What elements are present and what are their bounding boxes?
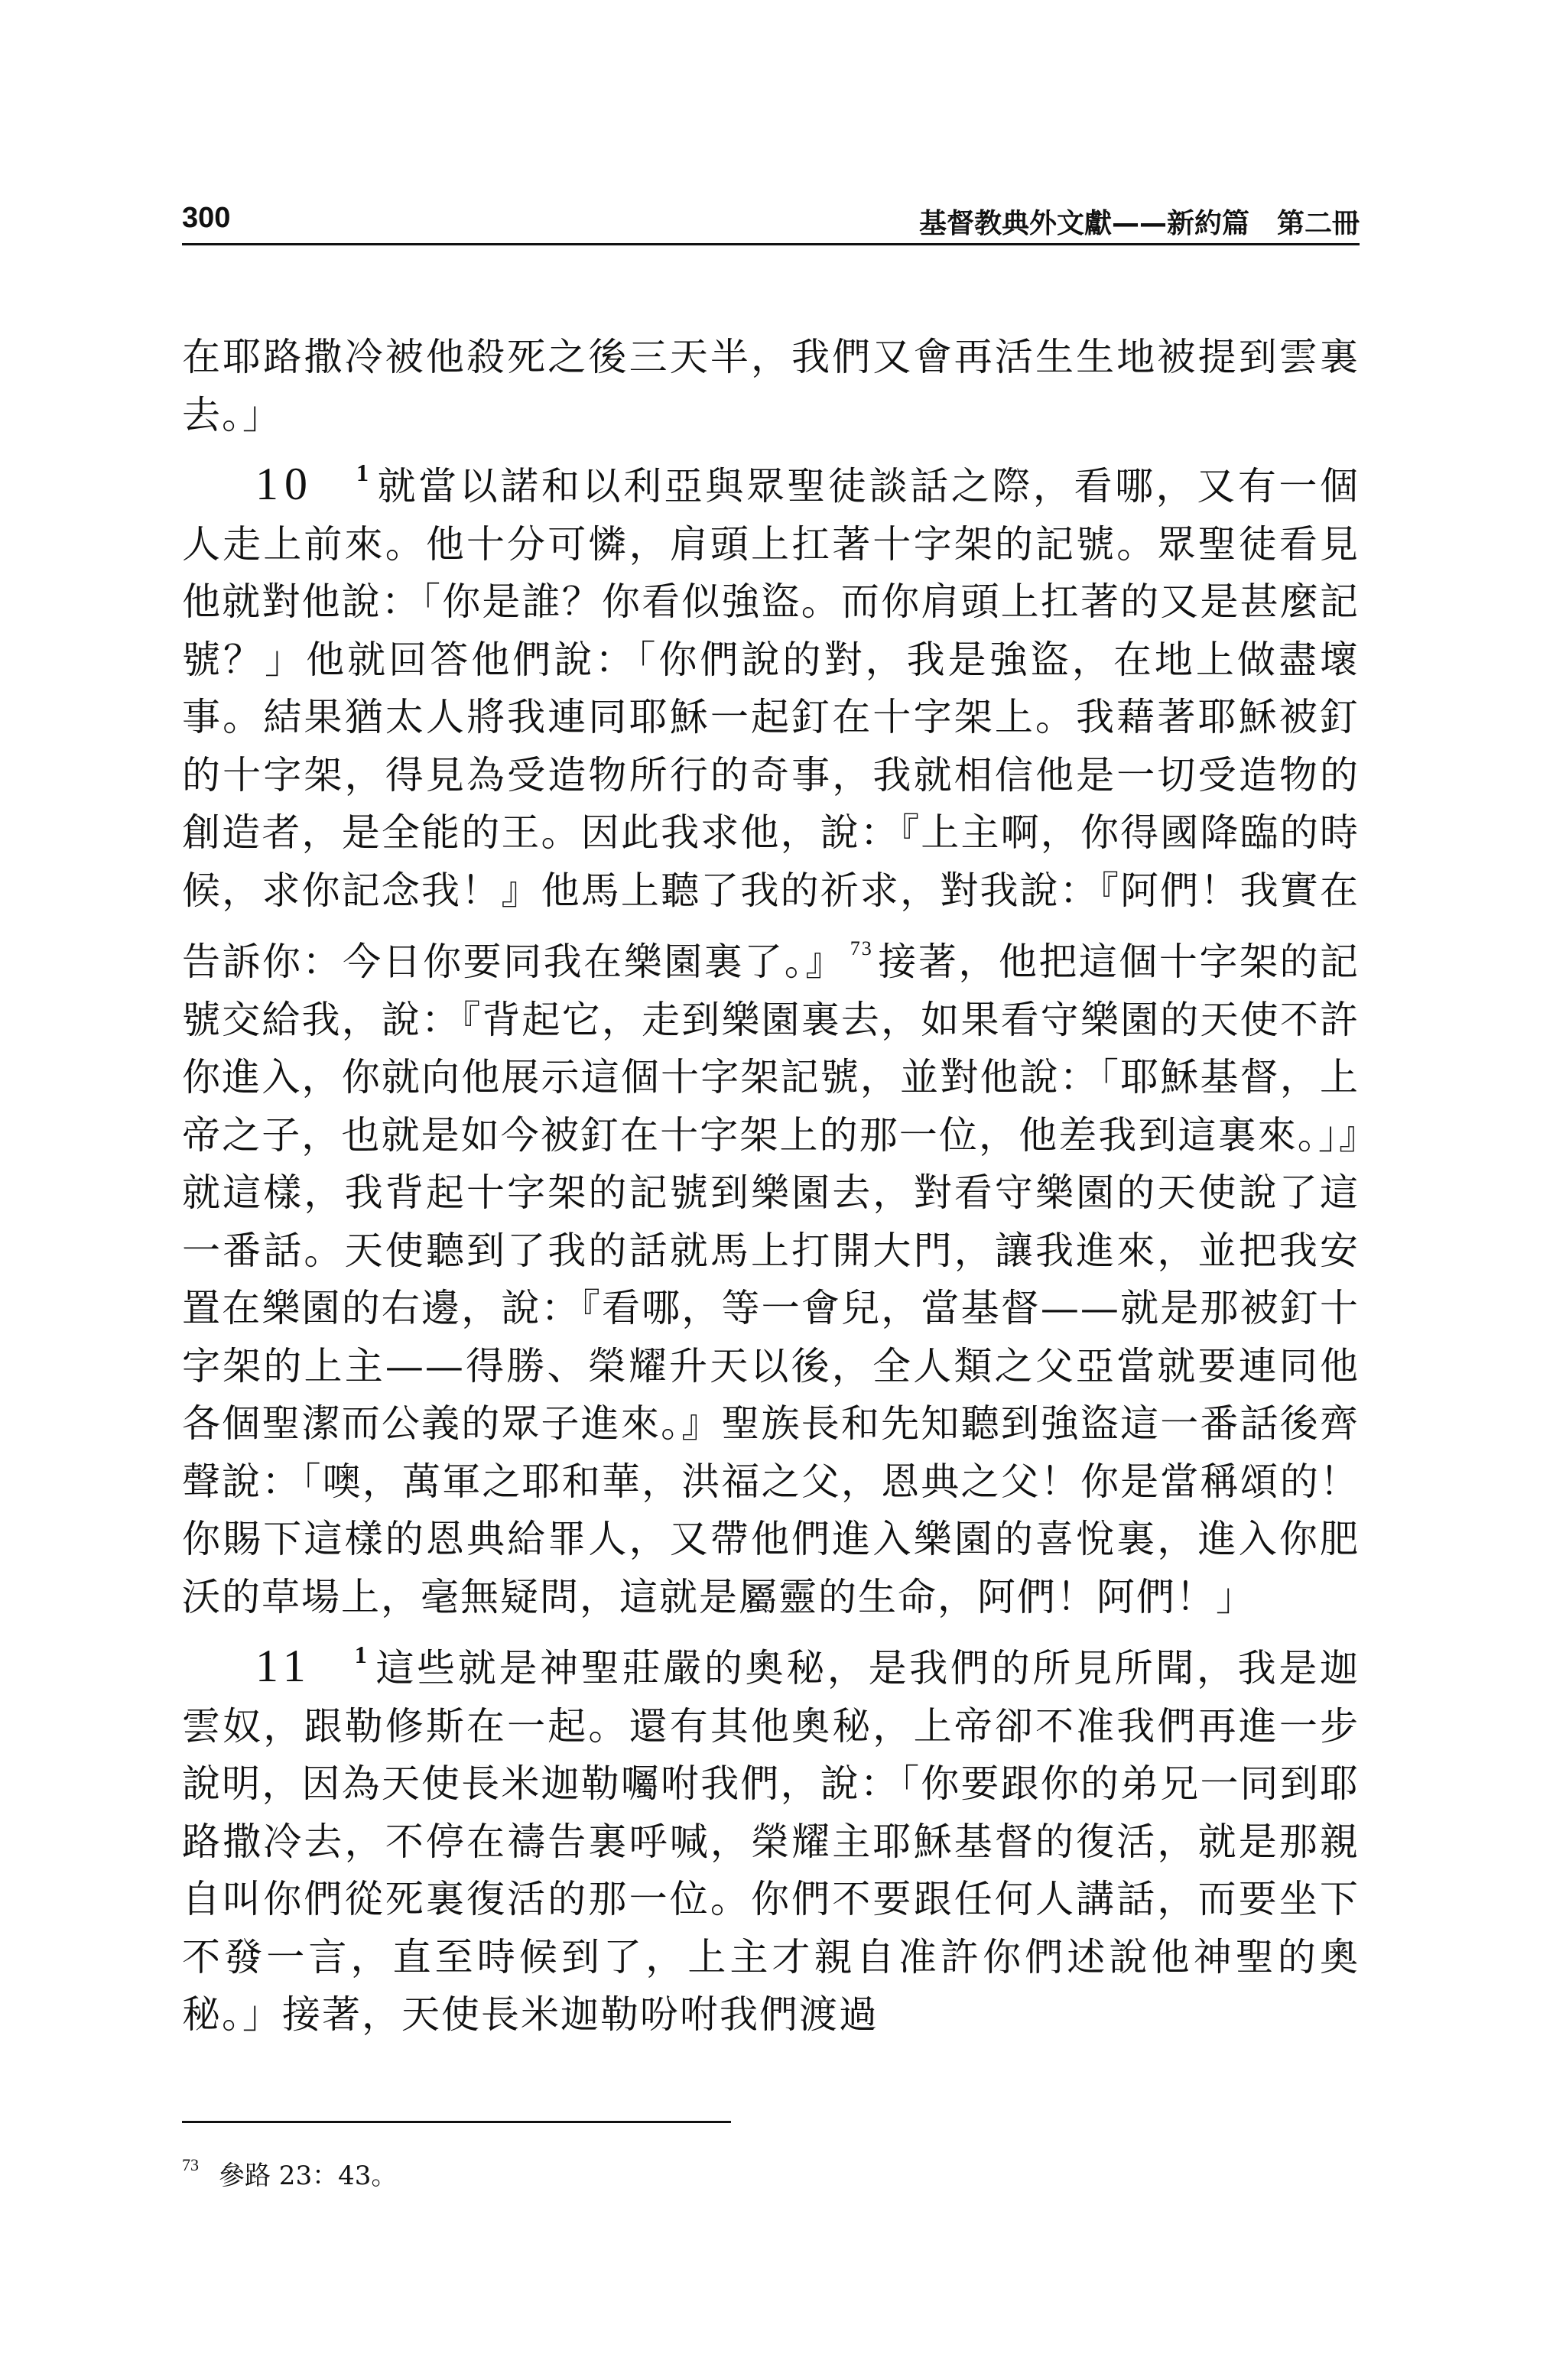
chapter-11-paragraph [182, 1626, 1360, 2044]
chapter-number-10: 10 [255, 459, 314, 509]
page-header [182, 197, 1360, 243]
page-number: 300 [182, 202, 231, 234]
footnote-mark: 73 [182, 2155, 199, 2174]
opening-text: 在耶路撒冷被他殺死之後三天半，我們又會再活生生地被提到雲裏去。」 [182, 335, 1360, 437]
header-rule [182, 243, 1360, 245]
verse-number: 1 [354, 1641, 369, 1668]
footnote-reference-73[interactable]: 73 [850, 937, 873, 959]
footnote-rule [182, 2121, 731, 2123]
running-title: 基督教典外文獻——新約篇 第二冊 [918, 208, 1360, 239]
chapter-number-11: 11 [255, 1641, 312, 1691]
footnote-73 [182, 2154, 397, 2192]
verse-number: 1 [356, 459, 370, 486]
chapter-11-text: 這些就是神聖莊嚴的奧秘，是我們的所見所聞，我是迦雲奴，跟勒修斯在一起。還有其他奧秘，上帝卻不准我們再進一步說明，因為天使長米迦勒囑咐我們，說：「你要跟你的弟兄一同到耶路撒冷去，不停在禱告裏呼喊，榮耀主耶穌基督的復活，就是那親自叫你們從死裏復活的那一位。你們不要跟任何人講話，而要坐下不發一言，直至時候到了，上主才親自准許你們述說他神聖的奧秘。」接著，天使長米迦勒吩咐我們渡過 [182, 1646, 1360, 2037]
chapter-10-text-part1: 就當以諾和以利亞與眾聖徒談話之際，看哪，又有一個人走上前來。他十分可憐，肩頭上扛著十字架的記號。眾聖徒看見他就對他說：「你是誰？你看似強盜。而你肩頭上扛著的又是甚麼記號？」他就回答他們說：「你們說的對，我是強盜，在地上做盡壞事。結果猶太人將我連同耶穌一起釘在十字架上。我藉著耶穌被釘的十字架，得見為受造物所行的奇事，我就相信他是一切受造物的創造者，是全能的王。因此我求他，說：『上主啊，你得國降臨的時候，求你記念我！』他馬上聽了我的祈求，對我說：『阿們！我實在告訴你：今日你要同我在樂園裏了。』 [182, 464, 1360, 984]
chapter-10-text-part2: 接著，他把這個十字架的記號交給我，說：『背起它，走到樂園裏去，如果看守樂園的天使不許你進入，你就向他展示這個十字架記號，並對他說：「耶穌基督，上帝之子，也就是如今被釘在十字架上的那一位，他差我到這裏來。」』就這樣，我背起十字架的記號到樂園去，對看守樂園的天使說了這一番話。天使聽到了我的話就馬上打開大門，讓我進來，並把我安置在樂園的右邊，說：『看哪，等一會兒，當基督——就是那被釘十字架的上主——得勝、榮耀升天以後，全人類之父亞當就要連同他各個聖潔而公義的眾子進來。』聖族長和先知聽到強盜這一番話後齊聲說：「噢，萬軍之耶和華，洪福之父，恩典之父！你是當稱頌的！你賜下這樣的恩典給罪人，又帶他們進入樂園的喜悅裏，進入你肥沃的草場上，毫無疑問，這就是屬靈的生命，阿們！阿們！」 [182, 940, 1360, 1619]
opening-paragraph [182, 329, 1360, 444]
chapter-10-paragraph [182, 444, 1360, 1626]
main-text [182, 329, 1360, 2044]
footnote-text: 參路 23：43。 [219, 2161, 398, 2191]
